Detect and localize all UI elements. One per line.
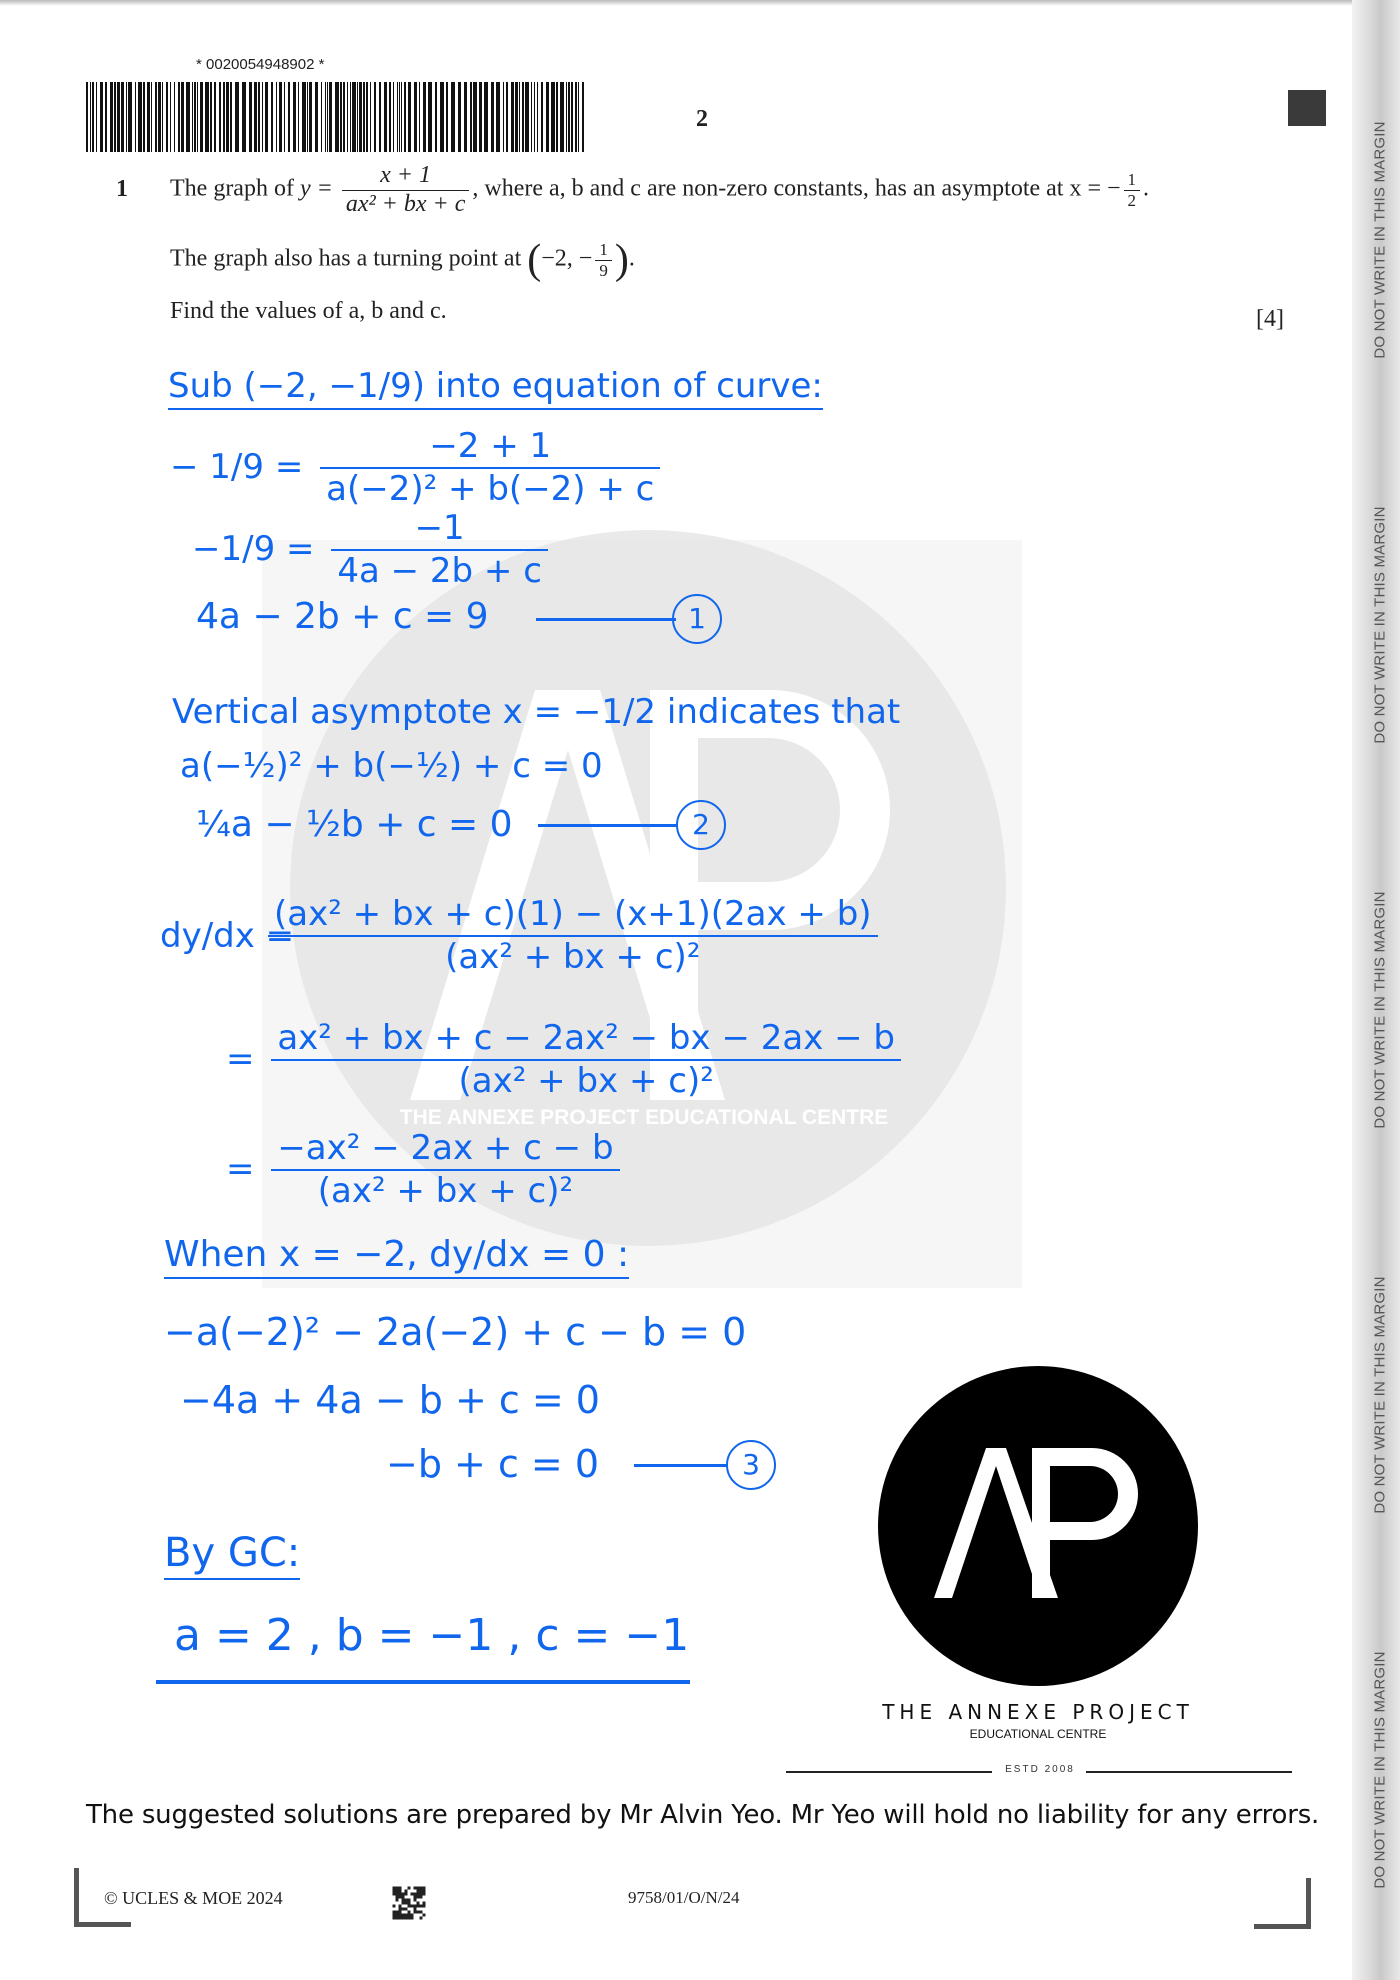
question-line-3: Find the values of a, b and c. [170,298,447,324]
handwritten-fraction [331,510,548,591]
question-marks: [4] [1256,306,1284,332]
margin-notice: DO NOT WRITE IN THIS MARGIN [1371,1276,1389,1514]
equation-lhs: −1/9 = [192,528,315,569]
close-paren: ) [614,237,629,283]
question-text: . [628,245,635,272]
divider [786,1771,992,1773]
barcode-number: * 0020054948902 * [196,56,325,73]
fraction-denominator: a(−2)² + b(−2) + c [326,469,655,510]
solution-step1-line2 [192,510,554,591]
handwritten-fraction [271,1130,619,1211]
question-text: The graph also has a turning point at [170,245,522,272]
corner-marker [1288,90,1326,126]
margin-notice: DO NOT WRITE IN THIS MARGIN [1371,121,1389,359]
disclaimer: The suggested solutions are prepared by Mr Alvin Yeo. Mr Yeo will hold no liability for any errors. [86,1800,1320,1830]
derivative-line3 [226,1130,626,1211]
paper-code: 9758/01/O/N/24 [628,1888,740,1907]
question-text: The graph of [170,175,294,202]
question-fraction [342,162,470,218]
gc-heading [164,1530,300,1576]
fraction-numerator: −1 [331,510,548,551]
final-answer: a = 2 , b = −1 , c = −1 [174,1610,690,1661]
fraction-denominator: (ax² + bx + c)² [458,1061,714,1102]
solution-step4-line2: −4a + 4a − b + c = 0 [180,1378,600,1422]
annexe-project-logo [878,1366,1198,1686]
barcode [86,82,586,152]
fraction-numerator: 1 [1124,170,1141,191]
page-number: 2 [696,106,708,132]
question-math: y = [299,175,333,202]
question-number: 1 [116,176,128,202]
solution-step1-line1 [170,428,666,509]
fraction-numerator: ax² + bx + c − 2ax² − bx − 2ax − b [271,1020,901,1061]
fraction-numerator: −ax² − 2ax + c − b [271,1130,619,1171]
watermark-text: THE ANNEXE PROJECT EDUCATIONAL CENTRE [399,1106,889,1129]
solution-step4-line1: −a(−2)² − 2a(−2) + c − b = 0 [164,1310,747,1354]
margin-notice: DO NOT WRITE IN THIS MARGIN [1371,506,1389,744]
copyright: © UCLES & MOE 2024 [104,1888,283,1908]
divider [1086,1771,1292,1773]
handwritten-fraction [271,1020,901,1101]
logo-subtitle: EDUCATIONAL CENTRE [969,1727,1107,1741]
fraction-denominator: (ax² + bx + c)² [445,937,701,978]
half-fraction [1124,170,1141,210]
solution-step2-heading: Vertical asymptote x = −1/2 indicates that [172,692,901,732]
fraction-numerator: −2 + 1 [320,428,660,469]
equation-3: −b + c = 0 [386,1442,600,1486]
logo-established: ESTD 2008 [1005,1764,1075,1775]
equation-lhs: − 1/9 = [170,446,304,487]
fraction-denominator: 9 [599,260,608,280]
logo-name: THE ANNEXE PROJECT [882,1700,1194,1724]
equals-sign: = [226,1148,255,1189]
ninth-fraction [595,240,612,280]
heading-text: By GC: [164,1530,300,1580]
margin-notice: DO NOT WRITE IN THIS MARGIN [1371,891,1389,1129]
question-line-1 [170,162,1290,232]
equation-label-2: 2 [676,800,726,850]
turning-point: −2, − [541,245,593,272]
scan-top-edge [0,0,1360,6]
equation-leader-line [536,618,676,621]
derivative-line2 [226,1020,907,1101]
derivative-line1 [262,896,884,977]
equation-label-3: 3 [726,1440,776,1490]
fraction-denominator: ax² + bx + c [345,190,466,217]
question-text: . [1143,175,1150,202]
equation-leader-line [634,1464,728,1467]
equals-sign: = [226,1038,255,1079]
equation-leader-line [538,824,678,827]
open-paren: ( [527,237,542,283]
question-line-2 [170,236,770,286]
handwritten-fraction [320,428,660,509]
solution-step4-heading [164,1234,629,1275]
fraction-numerator: (ax² + bx + c)(1) − (x+1)(2ax + b) [268,896,878,937]
margin-notice: DO NOT WRITE IN THIS MARGIN [1371,1651,1389,1889]
corner-bracket-right [1254,1878,1311,1929]
fraction-denominator: 2 [1127,190,1137,210]
heading-text: When x = −2, dy/dx = 0 : [164,1234,629,1279]
equation-label-1: 1 [672,594,722,644]
handwritten-fraction [268,896,878,977]
fraction-denominator: 4a − 2b + c [337,551,542,592]
derivative-label: dy/dx = [160,916,295,956]
fraction-numerator: 1 [595,240,612,261]
solution-step2-line1: a(−½)² + b(−½) + c = 0 [180,746,603,786]
fraction-numerator: x + 1 [342,162,470,191]
question-text: , where a, b and c are non-zero constants, has an asymptote at x = − [472,175,1121,202]
answer-underline [156,1680,690,1684]
fraction-denominator: (ax² + bx + c)² [317,1171,574,1212]
equation-2: ¼a − ½b + c = 0 [196,804,513,845]
heading-text: Sub (−2, −1/9) into equation of curve: [168,366,823,410]
equation-1: 4a − 2b + c = 9 [196,596,489,637]
solution-step1-heading [168,366,823,406]
qr-code [392,1886,426,1920]
